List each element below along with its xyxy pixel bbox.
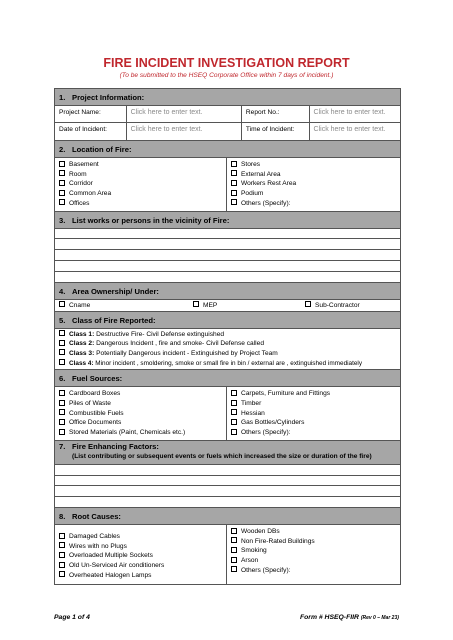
class-text: Minor incident , smoldering, smoke or small fire in bin / external are , extinguished immediately bbox=[93, 359, 363, 367]
vicinity-line[interactable] bbox=[55, 250, 400, 261]
section-1-number: 1. bbox=[59, 93, 66, 102]
location-option[interactable] bbox=[59, 199, 222, 209]
vicinity-line[interactable] bbox=[55, 229, 400, 240]
location-option[interactable] bbox=[59, 160, 222, 170]
root-cause-option[interactable] bbox=[59, 561, 222, 571]
checkbox-icon[interactable] bbox=[59, 170, 65, 176]
option-label: Wires with no Plugs bbox=[69, 542, 127, 550]
option-label: Podium bbox=[241, 190, 264, 198]
option-label: Timber bbox=[241, 400, 262, 408]
fire-class-option[interactable] bbox=[55, 359, 400, 369]
project-row bbox=[55, 106, 400, 123]
checkbox-icon[interactable] bbox=[59, 552, 65, 558]
root-cause-options bbox=[55, 525, 400, 584]
root-cause-option[interactable] bbox=[231, 556, 315, 566]
option-label: Stored Materials (Paint, Chemicals etc.) bbox=[69, 429, 186, 437]
checkbox-icon[interactable] bbox=[231, 429, 237, 435]
root-cause-option[interactable] bbox=[59, 532, 222, 542]
section-6-title: Fuel Sources: bbox=[72, 374, 123, 384]
section-7-title: Fire Enhancing Factors: bbox=[72, 441, 159, 451]
checkbox-icon[interactable] bbox=[59, 571, 65, 577]
vicinity-line[interactable] bbox=[55, 239, 400, 250]
section-6-header bbox=[55, 370, 400, 387]
checkbox-icon[interactable] bbox=[59, 533, 65, 539]
location-option[interactable] bbox=[59, 170, 222, 180]
fuel-option[interactable] bbox=[231, 399, 330, 409]
fuel-option[interactable] bbox=[59, 399, 222, 409]
option-label: Smoking bbox=[241, 547, 267, 555]
checkbox-icon[interactable] bbox=[59, 301, 65, 307]
section-3-title: List works or persons in the vicinity of Fire: bbox=[72, 215, 230, 225]
option-label: Overheated Halogen Lamps bbox=[69, 571, 152, 579]
section-2-number: 2. bbox=[59, 145, 66, 154]
checkbox-icon[interactable] bbox=[59, 409, 65, 415]
report-no-label: Report No.: bbox=[242, 106, 310, 122]
section-7-header bbox=[55, 441, 400, 465]
section-1-header bbox=[55, 89, 400, 106]
class-label: Class 2: bbox=[69, 340, 95, 348]
form-id: Form # HSEQ-FIIR bbox=[300, 614, 359, 621]
checkbox-icon[interactable] bbox=[59, 180, 65, 186]
root-cause-option[interactable] bbox=[59, 542, 222, 552]
checkbox-icon[interactable] bbox=[231, 390, 237, 396]
root-cause-option[interactable] bbox=[59, 571, 222, 581]
root-cause-option[interactable] bbox=[231, 527, 315, 537]
option-label: Wooden DBs bbox=[241, 528, 280, 536]
ownership-options bbox=[55, 300, 400, 312]
class-label: Class 3: bbox=[69, 349, 95, 357]
root-cause-left-col bbox=[55, 525, 227, 584]
section-2-title: Location of Fire: bbox=[72, 145, 132, 154]
checkbox-icon[interactable] bbox=[231, 409, 237, 415]
option-label: Room bbox=[69, 170, 87, 178]
fuel-option[interactable] bbox=[231, 418, 330, 428]
time-label: Time of Incident: bbox=[242, 123, 310, 140]
checkbox-icon[interactable] bbox=[305, 301, 311, 307]
time-field[interactable]: Click here to enter text. bbox=[313, 126, 386, 133]
report-no-field[interactable]: Click here to enter text. bbox=[313, 109, 386, 116]
ownership-option[interactable] bbox=[193, 300, 305, 311]
fire-class-option[interactable] bbox=[55, 339, 400, 349]
checkbox-icon[interactable] bbox=[231, 537, 237, 543]
location-option[interactable] bbox=[59, 189, 222, 199]
report-form bbox=[54, 88, 401, 585]
location-option[interactable] bbox=[59, 179, 222, 189]
enhancing-line[interactable] bbox=[55, 497, 400, 508]
root-cause-right-col bbox=[227, 525, 319, 584]
section-3-header bbox=[55, 212, 400, 229]
report-title: FIRE INCIDENT INVESTIGATION REPORT bbox=[103, 56, 350, 70]
fuel-option[interactable] bbox=[231, 409, 330, 419]
enhancing-line[interactable] bbox=[55, 465, 400, 476]
enhancing-line[interactable] bbox=[55, 486, 400, 497]
location-right-col bbox=[227, 158, 300, 211]
checkbox-icon[interactable] bbox=[231, 190, 237, 196]
option-label: Office Documents bbox=[69, 419, 122, 427]
fuel-option[interactable] bbox=[59, 409, 222, 419]
section-2-header bbox=[55, 141, 400, 158]
section-3-number: 3. bbox=[59, 215, 66, 225]
option-label: Piles of Waste bbox=[69, 400, 111, 408]
location-option[interactable] bbox=[231, 189, 296, 199]
section-6-number: 6. bbox=[59, 374, 66, 384]
fire-class-option[interactable] bbox=[55, 330, 400, 340]
option-label: Offices bbox=[69, 199, 90, 207]
checkbox-icon[interactable] bbox=[231, 400, 237, 406]
option-label: Stores bbox=[241, 161, 261, 168]
location-left-col bbox=[55, 158, 227, 211]
checkbox-icon[interactable] bbox=[59, 190, 65, 196]
option-label: Overloaded Multiple Sockets bbox=[69, 552, 153, 560]
option-label: External Area bbox=[241, 170, 281, 178]
checkbox-icon[interactable] bbox=[59, 419, 65, 425]
option-label: Others (Specify): bbox=[241, 199, 291, 207]
checkbox-icon[interactable] bbox=[231, 566, 237, 572]
checkbox-icon[interactable] bbox=[59, 349, 65, 355]
section-4-number: 4. bbox=[59, 286, 66, 296]
option-label: Non Fire-Rated Buildings bbox=[241, 537, 315, 545]
report-subtitle: (To be submitted to the HSEQ Corporate Office within 7 days of incident.) bbox=[119, 72, 334, 79]
option-label: Arson bbox=[241, 557, 259, 565]
option-label: Others (Specify): bbox=[241, 566, 291, 574]
ownership-option[interactable] bbox=[59, 300, 193, 311]
checkbox-icon[interactable] bbox=[231, 547, 237, 553]
section-7-subtitle: (List contributing or subsequent events or fuels which increased the size or duration of the fire) bbox=[72, 452, 372, 460]
vicinity-line[interactable] bbox=[55, 261, 400, 272]
checkbox-icon[interactable] bbox=[231, 419, 237, 425]
option-label: Old Un-Serviced Air conditioners bbox=[69, 562, 165, 570]
ownership-option[interactable] bbox=[305, 300, 360, 311]
fuel-option[interactable] bbox=[231, 428, 330, 438]
option-label: Others (Specify): bbox=[241, 429, 291, 437]
checkbox-icon[interactable] bbox=[59, 542, 65, 548]
checkbox-icon[interactable] bbox=[231, 528, 237, 534]
section-8-title: Root Causes: bbox=[72, 512, 121, 522]
class-text: Destructive Fire- Civil Defense extinguished bbox=[94, 330, 225, 338]
checkbox-icon[interactable] bbox=[59, 161, 65, 167]
checkbox-icon[interactable] bbox=[231, 199, 237, 205]
root-cause-option[interactable] bbox=[231, 566, 315, 576]
option-label: Workers Rest Area bbox=[241, 180, 297, 188]
section-5-header bbox=[55, 312, 400, 329]
option-label: Corridor bbox=[69, 180, 93, 188]
checkbox-icon[interactable] bbox=[59, 429, 65, 435]
option-label: Common Area bbox=[69, 190, 112, 198]
fuel-option[interactable] bbox=[59, 418, 222, 428]
fuel-option[interactable] bbox=[231, 389, 330, 399]
checkbox-icon[interactable] bbox=[59, 340, 65, 346]
class-text: Potentially Dangerous incident - Extinguished by Project Team bbox=[94, 349, 278, 357]
project-name-field[interactable]: Click here to enter text. bbox=[127, 106, 242, 122]
checkbox-icon[interactable] bbox=[59, 330, 65, 336]
date-time-row bbox=[55, 123, 400, 141]
checkbox-icon[interactable] bbox=[59, 562, 65, 568]
class-text: Dangerous Incident , fire and smoke- Civil Defense called bbox=[94, 340, 264, 348]
section-4-header bbox=[55, 283, 400, 300]
section-1-title: Project Information: bbox=[72, 93, 145, 102]
location-option[interactable] bbox=[231, 160, 296, 170]
fuel-option[interactable] bbox=[59, 389, 222, 399]
location-option[interactable] bbox=[231, 179, 296, 189]
form-revision: (Rev 0 – Mar 23) bbox=[360, 615, 399, 621]
section-7-number: 7. bbox=[59, 441, 66, 451]
root-cause-option[interactable] bbox=[231, 546, 315, 556]
section-8-header bbox=[55, 508, 400, 525]
section-4-title: Area Ownership/ Under: bbox=[72, 286, 159, 296]
enhancing-line[interactable] bbox=[55, 476, 400, 487]
form-number bbox=[300, 614, 399, 621]
vicinity-line[interactable] bbox=[55, 272, 400, 283]
checkbox-icon[interactable] bbox=[193, 301, 199, 307]
date-label: Date of Incident: bbox=[55, 123, 127, 140]
option-label: Basement bbox=[69, 161, 99, 168]
location-option[interactable] bbox=[231, 199, 296, 209]
option-label: Cardboard Boxes bbox=[69, 390, 121, 398]
root-cause-option[interactable] bbox=[231, 537, 315, 547]
checkbox-icon[interactable] bbox=[59, 359, 65, 365]
section-8-number: 8. bbox=[59, 512, 66, 522]
fire-class-options bbox=[55, 329, 400, 371]
page-number: Page 1 of 4 bbox=[54, 614, 90, 621]
section-5-number: 5. bbox=[59, 315, 66, 325]
fuel-left-col bbox=[55, 387, 227, 440]
option-label: MEP bbox=[203, 301, 218, 309]
checkbox-icon[interactable] bbox=[59, 400, 65, 406]
checkbox-icon[interactable] bbox=[59, 199, 65, 205]
location-option[interactable] bbox=[231, 170, 296, 180]
option-label: Damaged Cables bbox=[69, 533, 120, 541]
fuel-right-col bbox=[227, 387, 334, 440]
class-label: Class 4: bbox=[69, 359, 94, 367]
checkbox-icon[interactable] bbox=[231, 557, 237, 563]
date-field[interactable]: Click here to enter text. bbox=[127, 123, 242, 140]
fuel-options bbox=[55, 387, 400, 441]
fire-class-option[interactable] bbox=[55, 349, 400, 359]
root-cause-option[interactable] bbox=[59, 551, 222, 561]
location-options bbox=[55, 158, 400, 212]
class-label: Class 1: bbox=[69, 330, 95, 338]
option-label: Carpets, Furniture and Fittings bbox=[241, 390, 331, 398]
checkbox-icon[interactable] bbox=[231, 180, 237, 186]
section-5-title: Class of Fire Reported: bbox=[72, 315, 156, 325]
project-name-label: Project Name: bbox=[55, 106, 127, 122]
option-label: Cname bbox=[69, 301, 91, 309]
checkbox-icon[interactable] bbox=[59, 390, 65, 396]
option-label: Sub-Contractor bbox=[315, 301, 360, 309]
option-label: Hessian bbox=[241, 409, 265, 417]
checkbox-icon[interactable] bbox=[231, 161, 237, 167]
checkbox-icon[interactable] bbox=[231, 170, 237, 176]
option-label: Gas Bottles/Cylinders bbox=[241, 419, 305, 427]
fuel-option[interactable] bbox=[59, 428, 222, 438]
option-label: Combustible Fuels bbox=[69, 409, 124, 417]
